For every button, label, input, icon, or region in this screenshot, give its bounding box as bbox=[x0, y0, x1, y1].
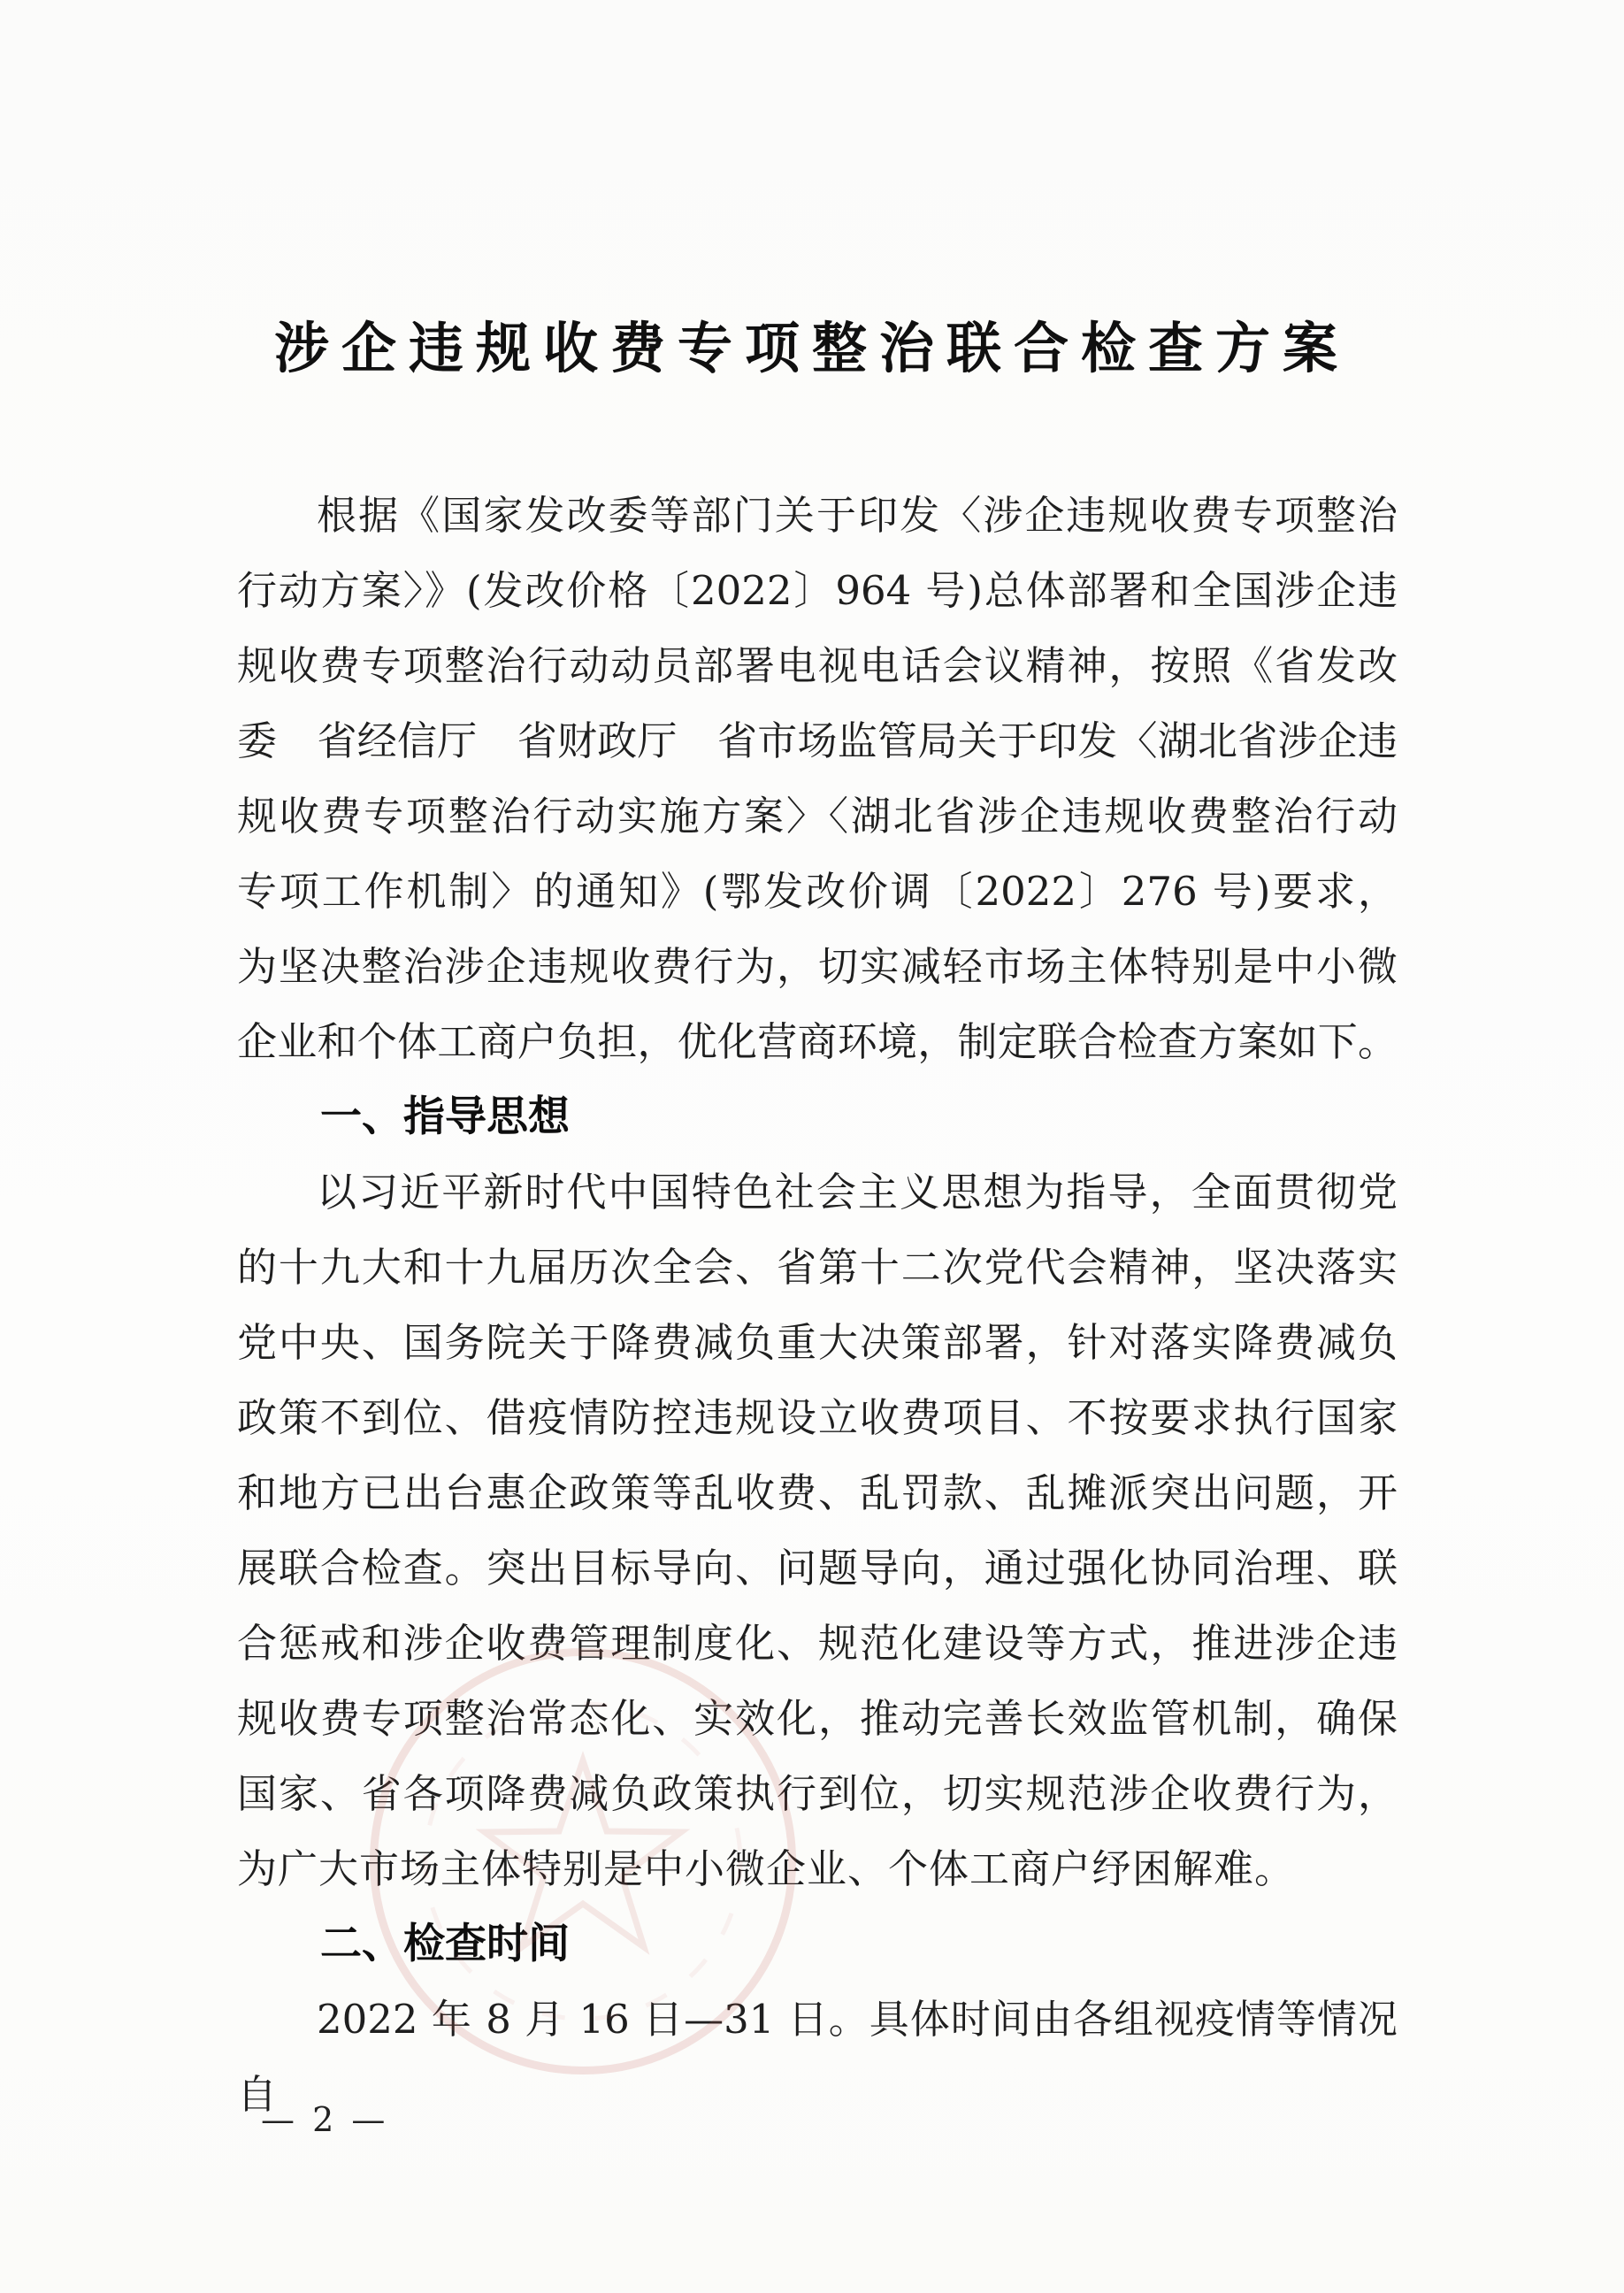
text-line: 党中央、国务院关于降费减负重大决策部署，针对落实降费减负 bbox=[237, 1319, 1398, 1366]
text-line: 委 省经信厅 省财政厅 省市场监管局关于印发〈湖北省涉企违 bbox=[237, 717, 1398, 764]
text-line: 专项工作机制〉的通知》(鄂发改价调〔2022〕276 号)要求， bbox=[237, 868, 1398, 915]
text-line: 规收费专项整治行动实施方案〉〈湖北省涉企违规收费整治行动 bbox=[237, 793, 1398, 840]
text-line: 展联合检查。突出目标导向、问题导向，通过强化协同治理、联 bbox=[237, 1545, 1398, 1591]
text-line: 2022 年 8 月 16 日—31 日。具体时间由各组视疫情等情况自 bbox=[237, 1996, 1398, 2118]
text-line: 为广大市场主体特别是中小微企业、个体工商户纾困解难。 bbox=[237, 1845, 1296, 1892]
text-line: 的十九大和十九届历次全会、省第十二次党代会精神，坚决落实 bbox=[237, 1244, 1398, 1291]
text-line: 为坚决整治涉企违规收费行为，切实减轻市场主体特别是中小微 bbox=[237, 943, 1398, 990]
text-line: 规收费专项整治常态化、实效化，推动完善长效监管机制，确保 bbox=[237, 1695, 1398, 1742]
text-line: 和地方已出台惠企政策等乱收费、乱罚款、乱摊派突出问题，开 bbox=[237, 1469, 1398, 1516]
text-line: 政策不到位、借疫情防控违规设立收费项目、不按要求执行国家 bbox=[237, 1394, 1398, 1441]
text-line: 企业和个体工商户负担，优化营商环境，制定联合检查方案如下。 bbox=[237, 1018, 1398, 1065]
body-text bbox=[237, 478, 1398, 2118]
text-line: 以习近平新时代中国特色社会主义思想为指导，全面贯彻党 bbox=[317, 1169, 1398, 1216]
section-heading-inspection-time: 二、检查时间 bbox=[320, 1920, 570, 1968]
text-line: 合惩戒和涉企收费管理制度化、规范化建设等方式，推进涉企违 bbox=[237, 1620, 1398, 1667]
text-line: 规收费专项整治行动动员部署电视电话会议精神，按照《省发改 bbox=[237, 642, 1398, 689]
page-number: — 2 — bbox=[261, 2100, 389, 2139]
text-line: 根据《国家发改委等部门关于印发〈涉企违规收费专项整治 bbox=[317, 492, 1398, 539]
text-line: 国家、省各项降费减负政策执行到位，切实规范涉企收费行为， bbox=[237, 1770, 1398, 1817]
text-line: 行动方案〉》(发改价格〔2022〕964 号)总体部署和全国涉企违 bbox=[237, 567, 1398, 614]
section-heading-guiding-ideology: 一、指导思想 bbox=[320, 1093, 570, 1141]
page-title: 涉企违规收费专项整治联合检查方案 bbox=[273, 316, 1350, 380]
